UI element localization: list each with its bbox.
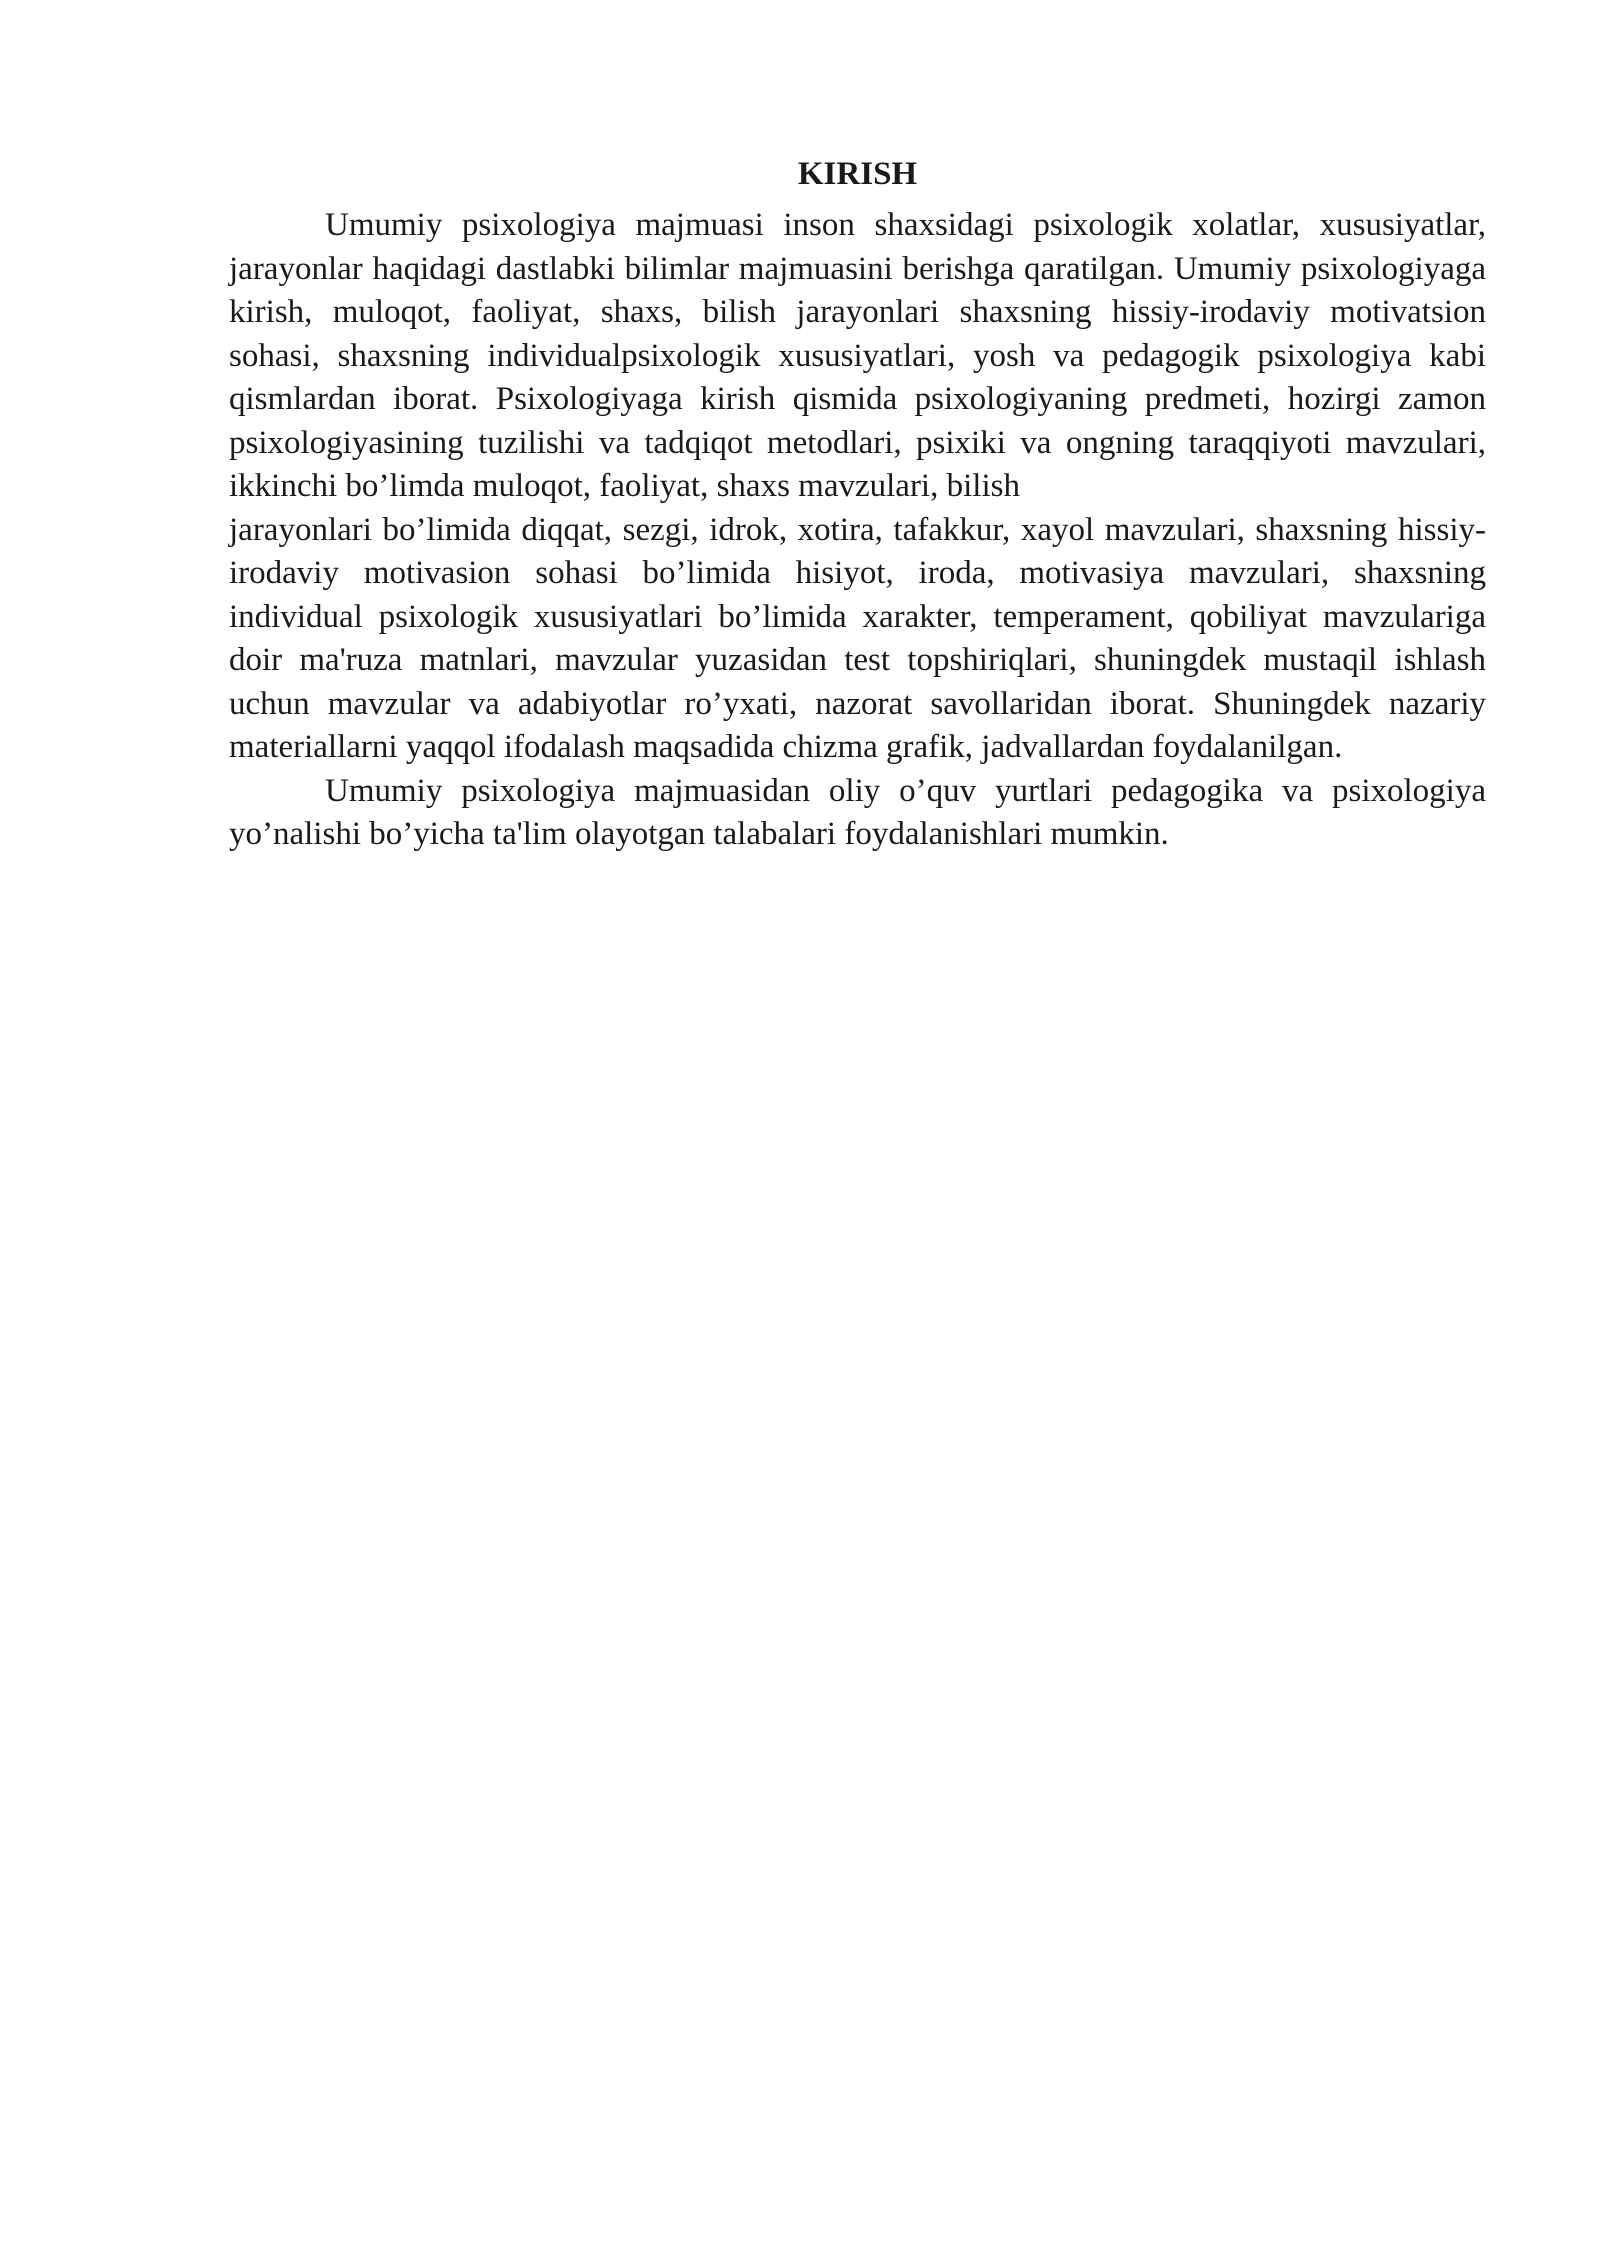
paragraph-intro: Umumiy psixologiya majmuasi inson shaxsidagi psixologik xolatlar, xususiyatlar, jarayonlar haqidagi dastlabki bilimlar majmuasini berishga qaratilgan. Umumiy psixologiyaga kirish, muloqot, faoliyat, shaxs, bilish jarayonlari shaxsning hissiy-irodaviy motivatsion sohasi, shaxsning individualpsixologik xususiyatlari, yosh va pedagogik psixologiya kabi qismlardan iborat. Psixologiyaga kirish qismida psixologiyaning predmeti, hozirgi zamon psixologiyasining tuzilishi va tadqiqot metodlari, psixiki va ongning taraqqiyoti mavzulari, ikkinchi bo’limda muloqot, faoliyat, shaxs mavzulari, bilish xyxy=(229,207,1486,504)
document-title: KIRISH xyxy=(797,156,918,192)
document-body xyxy=(229,148,1486,857)
paragraph-audience: Umumiy psixologiya majmuasidan oliy o’quv yurtlari pedagogika va psixologiya yo’nalishi bo’yicha ta'lim olayotgan talabalari foydalanishlari mumkin. xyxy=(229,772,1486,852)
paragraph-continuation: jarayonlari bo’limida diqqat, sezgi, idrok, xotira, tafakkur, xayol mavzulari, shaxsning hissiy-irodaviy motivasion sohasi bo’limida hisiyot, iroda, motivasiya mavzulari, shaxsning individual psixologik xususiyatlari bo’limida xarakter, temperament, qobiliyat mavzulariga doir ma'ruza matnlari, mavzular yuzasidan test topshiriqlari, shuningdek mustaqil ishlash uchun mavzular va adabiyotlar ro’yxati, nazorat savollaridan iborat. Shuningdek nazariy materiallarni yaqqol ifodalash maqsadida chizma grafik, jadvallardan foydalanilgan. xyxy=(229,511,1486,765)
